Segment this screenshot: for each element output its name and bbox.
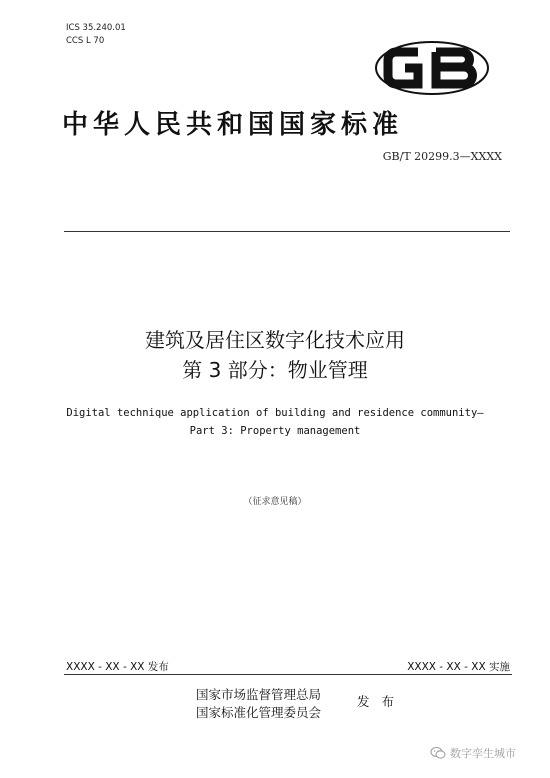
standard-number: GB/T 20299.3—XXXX [382,150,502,163]
document-title-en [0,404,550,440]
title-en-line-1: Digital technique application of building and residence community— [66,407,484,419]
issuing-authorities [196,686,321,722]
top-divider [64,231,510,232]
standard-title: 中华人民共和国国家标准 [62,110,404,140]
title-en-line-2: Part 3: Property management [189,425,361,437]
watermark [430,745,516,761]
implement-date: XXXX - XX - XX 实施 [407,661,510,673]
gb-logo [374,40,490,96]
issuer-sac: 国家标准化管理委员会 [196,705,322,720]
issue-label: 发 布 [357,694,398,709]
classification-codes [66,22,126,48]
wechat-icon [430,746,446,760]
ics-code: ICS 35.240.01 [66,23,126,33]
publish-date: XXXX - XX - XX 发布 [66,661,169,673]
title-zh-line-2: 第 3 部分：物业管理 [182,358,368,382]
bottom-divider [64,674,512,675]
draft-status: （征求意见稿） [243,497,307,507]
title-zh-line-1: 建筑及居住区数字化技术应用 [145,328,405,352]
issuer-samr: 国家市场监督管理总局 [196,687,322,702]
ccs-code: CCS L 70 [66,36,105,46]
document-title-zh [0,325,550,385]
watermark-text: 数字孪生城市 [450,747,516,760]
